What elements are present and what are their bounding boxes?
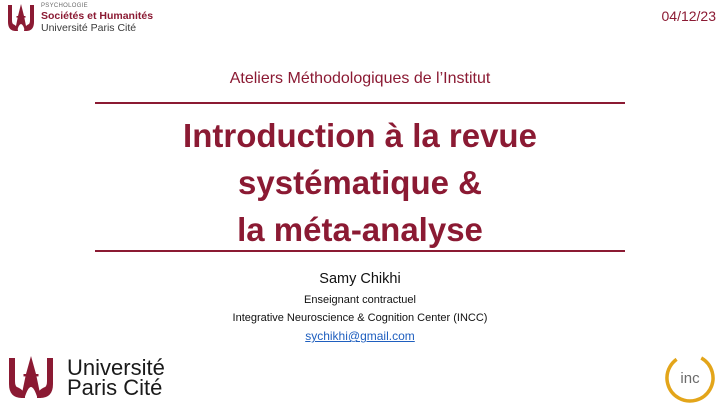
incc-badge-icon bbox=[664, 352, 716, 404]
university-name-line2: Paris Cité bbox=[67, 375, 163, 400]
logo-university-name: Université Paris Cité bbox=[41, 21, 137, 34]
author-affiliation: Integrative Neuroscience & Cognition Center (INCC) bbox=[232, 312, 488, 324]
author-role: Enseignant contractuel bbox=[304, 294, 416, 306]
university-name-line1: Université bbox=[67, 355, 165, 380]
title-line: Introduction à la revue bbox=[183, 117, 537, 154]
eiffel-tower-logo-icon bbox=[5, 2, 37, 34]
slide-date: 04/12/23 bbox=[661, 8, 716, 24]
psychology-faculty-logo bbox=[5, 2, 153, 34]
logo-small-text: PSYCHOLOGIE bbox=[41, 3, 88, 9]
title-line: la méta-analyse bbox=[237, 211, 483, 248]
slide-subtitle: Ateliers Méthodologiques de l’Institut bbox=[229, 70, 491, 87]
title-line: systématique & bbox=[238, 164, 482, 201]
logo-faculty-name: Sociétés et Humanités bbox=[41, 10, 154, 22]
email-link[interactable]: sychikhi@gmail.com bbox=[305, 329, 415, 343]
university-logo bbox=[5, 354, 165, 402]
slide-title bbox=[0, 112, 720, 253]
incc-badge-text: inc bbox=[680, 370, 700, 387]
bottom-divider bbox=[95, 250, 625, 252]
top-divider bbox=[95, 102, 625, 104]
author-name: Samy Chikhi bbox=[319, 271, 401, 287]
eiffel-tower-logo-icon bbox=[5, 354, 57, 402]
